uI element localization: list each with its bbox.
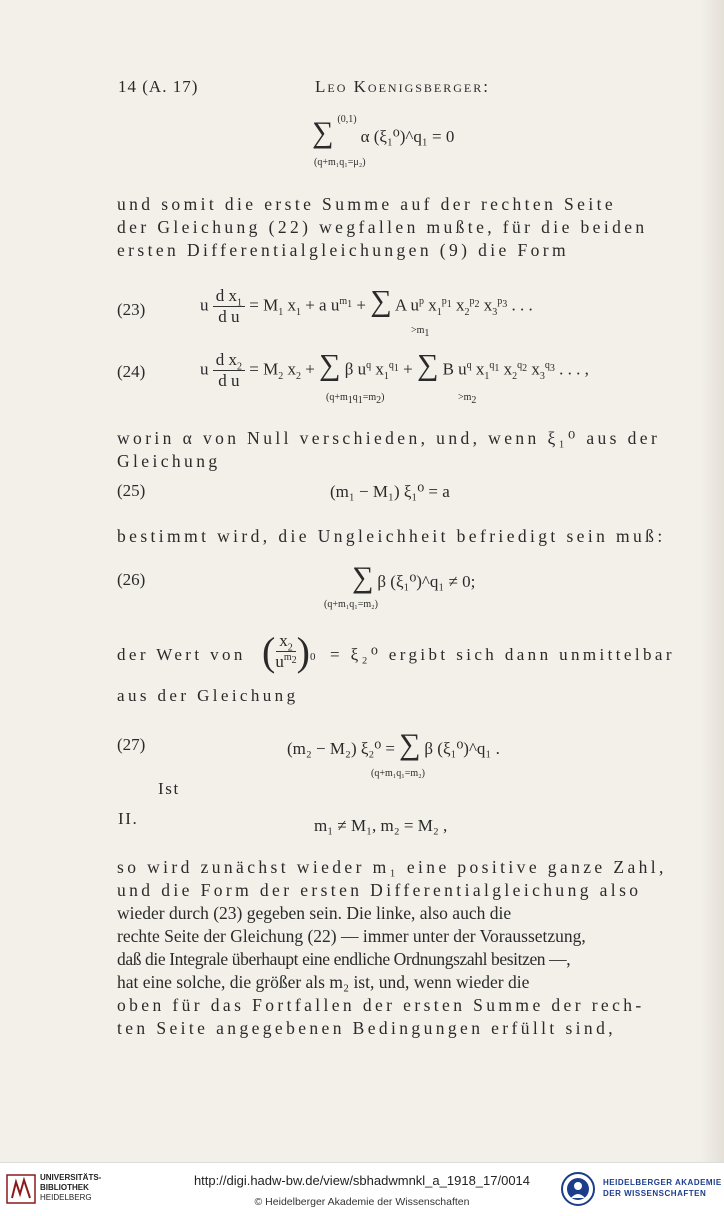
eq-top-sup: (0,1) [337, 113, 357, 125]
text-line: ersten Differentialgleichungen (9) die Form [117, 240, 570, 260]
eq27-sub: (q+m₁q₁=m₂) [371, 768, 425, 779]
sigma-symbol: ∑ [399, 728, 421, 761]
text-line: oben für das Fortfallen der ersten Summe der rech- [117, 995, 645, 1015]
eq24-number: (24) [117, 362, 146, 381]
eq24: u $\frac{d x_2}{\text{d u}}$ = $M_2$ $x_2$ + ∑ β $u^q$ $x_1^{q_1}$ + ∑ B $u^q$ $x_1^{q_1}$ $x_2^{q_2}$ $x_3^{q_3}$ . . . , [200, 348, 589, 390]
eq-top-sub: (q+m₁q₁=μ₂) [314, 157, 366, 168]
eq27-number: (27) [117, 735, 146, 754]
text-line: rechte Seite der Gleichung (22) — immer unter der Voraussetzung, [117, 926, 586, 946]
had-seal-icon [560, 1171, 596, 1207]
paragraph-1 [117, 193, 677, 262]
eq26 [352, 563, 475, 593]
eq23-number: (23) [117, 300, 146, 319]
copyright-text: © Heidelberger Akademie der Wissenschaften [254, 1196, 470, 1208]
text-line: der Gleichung (22) wegfallen mußte, für die beiden [117, 217, 648, 237]
text-line: ten Seite angegebenen Bedingungen erfüllt sind, [117, 1018, 617, 1038]
text-line: worin α von Null verschieden, und, wenn ξ₁⁰ aus der [117, 428, 661, 448]
eq24-sub-1: $(q+m_1q_1=m_2)$ [326, 392, 385, 406]
paragraph-2 [117, 427, 677, 473]
header-page-ref: 14 (A. 17) [118, 77, 199, 96]
sigma-symbol: ∑ [312, 116, 334, 149]
para4-end: = ξ₂⁰ ergibt sich dann unmittelbar [330, 645, 675, 664]
page-url-link[interactable]: http://digi.hadw-bw.de/view/sbhadwmnkl_a_1918_17/0014 [193, 1173, 531, 1188]
paragraph-3 [117, 525, 677, 548]
text-line: bestimmt wird, die Ungleichheit befriedigt sein muß: [117, 526, 666, 546]
text-line: hat eine solche, die größer als m₂ ist, und, wenn wieder die [117, 972, 530, 992]
para4-next: aus der Gleichung [117, 686, 299, 705]
ub-line: HEIDELBERG [40, 1193, 92, 1202]
text-line: und die Form der ersten Differentialgleichung also [117, 880, 642, 900]
case2-label: II. [118, 809, 139, 828]
text-line: so wird zunächst wieder m₁ eine positive ganze Zahl, [117, 857, 667, 877]
eq25-number: (25) [117, 481, 146, 500]
had-line: HEIDELBERGER AKADEMIE [603, 1178, 722, 1187]
eq27-rhs: β (ξ₁⁰)^q₁ . [424, 739, 500, 758]
ist-word: Ist [158, 779, 180, 798]
eq24-sub-2: $>m_2$ [458, 392, 477, 406]
para4-start: der Wert von [117, 645, 246, 664]
ub-line: BIBLIOTHEK [40, 1183, 89, 1192]
paragraph-5 [117, 856, 677, 1040]
text-line: wieder durch (23) gegeben sein. Die linke, also auch die [117, 903, 512, 923]
eq27-lhs: (m₂ − M₂) ξ₂⁰ = [287, 739, 396, 758]
eq26-body: β (ξ₁⁰)^q₁ ≠ 0; [377, 572, 476, 591]
page-spine-shadow [700, 0, 724, 1162]
eq23-sub: $>m_1$ [411, 325, 430, 339]
eq25-body: (m₁ − M₁) ξ₁⁰ = a [330, 482, 450, 501]
had-label [603, 1177, 722, 1199]
footer-bar [0, 1162, 724, 1216]
eq-top [312, 113, 455, 149]
case2-body: m₁ ≠ M₁, m₂ = M₂ , [314, 816, 448, 835]
eq23: u $\frac{d x_1}{\text{d u}}$ = $M_1$ $x_1 + a$ $u^{m_1}$ + ∑ A $u^p$ $x_1^{p_1}$ $x_2^{p_2}$ $x_3^{p_3}$ . . . [200, 284, 533, 326]
wert-fraction: ( $\frac{x_2}{u^{m_2}}$ )$_0$ [262, 629, 316, 674]
text-line: Gleichung [117, 451, 221, 471]
had-line: DER WISSENSCHAFTEN [603, 1189, 707, 1198]
header-author: Leo Koenigsberger: [315, 77, 490, 96]
sigma-symbol: ∑ [352, 561, 374, 594]
eq27 [287, 730, 500, 760]
text-line: und somit die erste Summe auf der rechten Seite [117, 194, 617, 214]
text-line: daß die Integrale überhaupt eine endliche Ordnungszahl besitzen —, [117, 949, 571, 969]
eq-top-body: α (ξ₁⁰)^q₁ = 0 [360, 127, 455, 146]
eq26-sub: (q+m₁q₁=m₂) [324, 599, 378, 610]
ub-line: UNIVERSITÄTS- [40, 1173, 102, 1182]
eq26-number: (26) [117, 570, 146, 589]
